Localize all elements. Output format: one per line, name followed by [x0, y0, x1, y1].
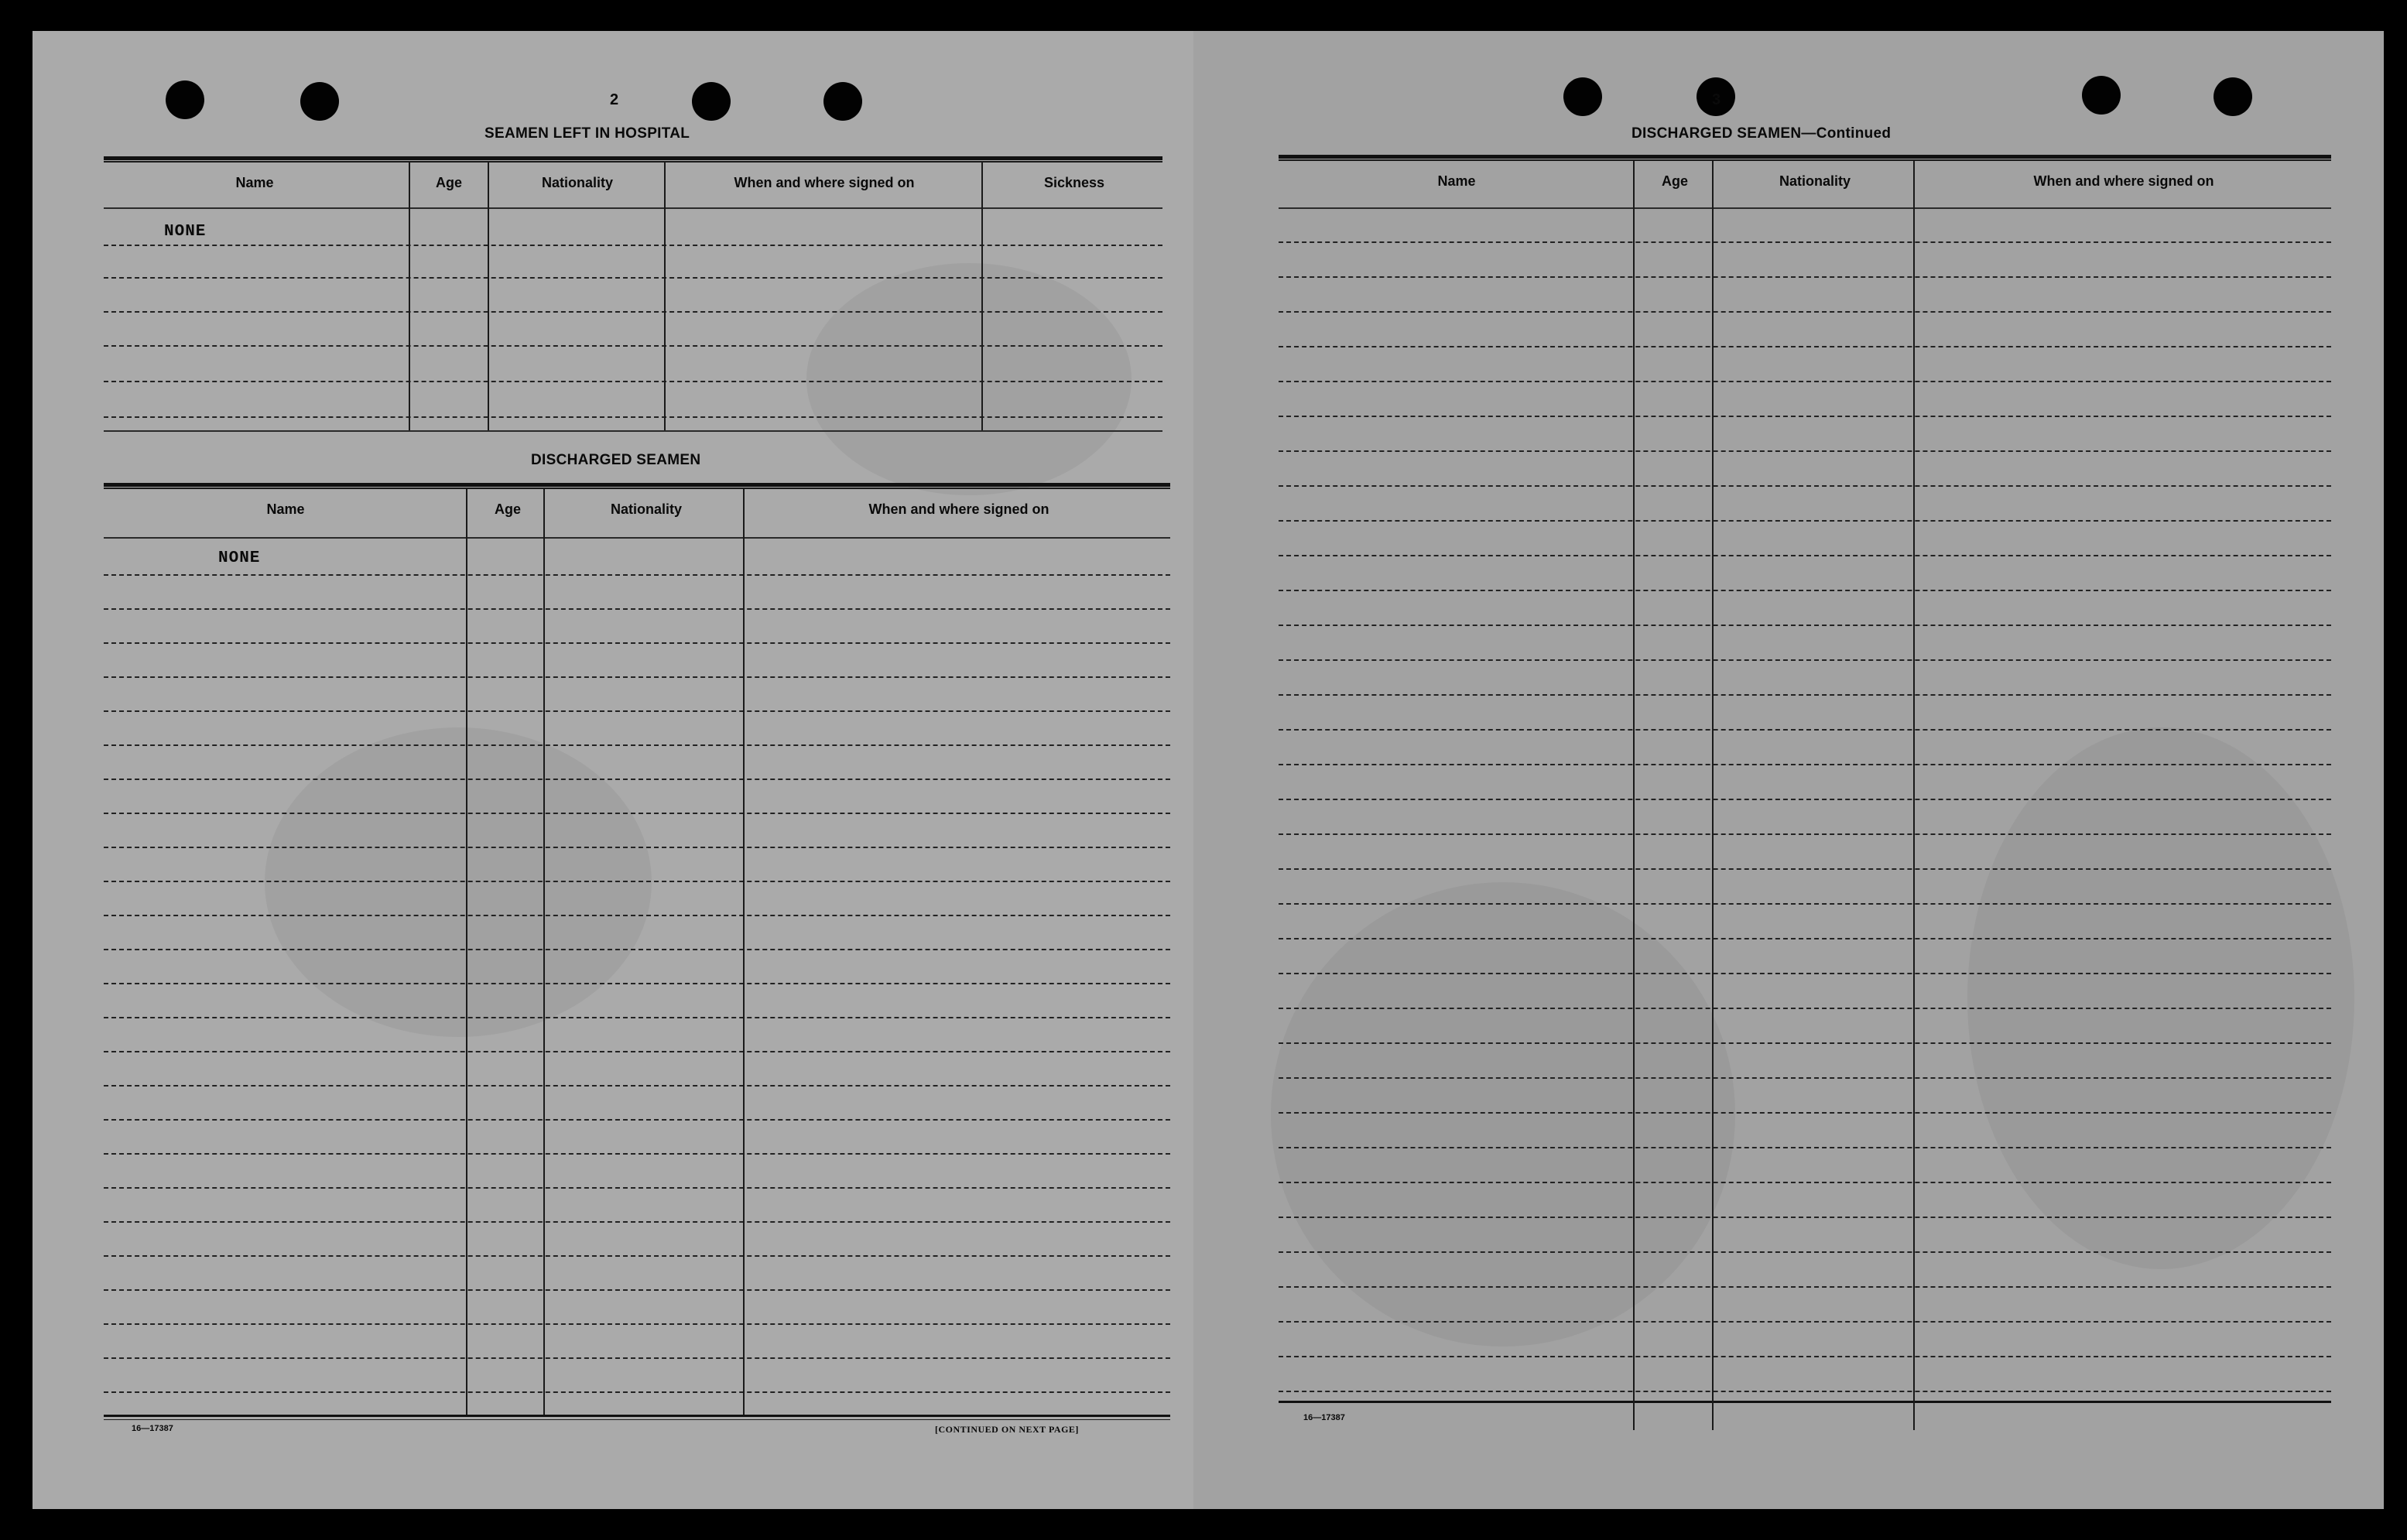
table-row	[1279, 1112, 2331, 1114]
punch-hole	[2082, 76, 2121, 115]
column-header-nationality: Nationality	[1779, 173, 1851, 189]
table-row	[104, 983, 1170, 984]
table-row	[104, 311, 1162, 313]
table-row	[1279, 1182, 2331, 1183]
table-row	[104, 949, 1170, 950]
table-bottom-rule	[104, 1415, 1170, 1417]
table-row	[1279, 241, 2331, 243]
table-row	[1279, 311, 2331, 313]
section-rule	[104, 161, 1162, 163]
punch-hole	[2214, 77, 2252, 116]
punch-hole	[166, 80, 204, 119]
table-row	[104, 1357, 1170, 1359]
column-divider	[1712, 161, 1714, 1430]
table-row	[104, 1323, 1170, 1325]
column-header-name: Name	[235, 175, 274, 190]
table-row	[1279, 625, 2331, 626]
punch-hole	[300, 82, 339, 121]
table-row	[104, 915, 1170, 916]
punch-hole	[692, 82, 731, 121]
table-bottom-rule	[104, 1419, 1170, 1420]
table-row	[1279, 903, 2331, 905]
table-row	[104, 881, 1170, 882]
left-page	[33, 31, 1193, 1509]
table-row	[104, 1289, 1170, 1291]
column-divider	[488, 163, 489, 430]
table-row	[104, 813, 1170, 814]
section-rule	[1279, 155, 2331, 159]
hospital-entry-none: NONE	[164, 223, 207, 241]
column-divider	[743, 489, 745, 1415]
table-row	[104, 608, 1170, 610]
table-bottom-rule	[104, 430, 1162, 432]
table-row	[1279, 450, 2331, 452]
form-code: 16—17387	[1303, 1413, 1345, 1422]
column-divider	[1913, 161, 1915, 1430]
table-row	[1279, 485, 2331, 487]
header-underline	[1279, 207, 2331, 209]
table-row	[104, 1017, 1170, 1018]
column-header-age: Age	[1661, 173, 1688, 189]
table-row	[104, 245, 1162, 246]
discharged-entry-none: NONE	[218, 549, 261, 567]
table-row	[1279, 659, 2331, 661]
column-header-nationality: Nationality	[541, 175, 613, 190]
column-divider	[981, 163, 983, 430]
punch-hole	[1563, 77, 1602, 116]
table-row	[1279, 973, 2331, 974]
table-row	[104, 1221, 1170, 1223]
table-row	[104, 744, 1170, 746]
table-row	[1279, 555, 2331, 556]
table-row	[104, 574, 1170, 576]
section-rule	[104, 156, 1162, 160]
table-row	[1279, 1077, 2331, 1079]
column-header-age: Age	[494, 501, 521, 517]
header-underline	[104, 207, 1162, 209]
section-rule	[1279, 159, 2331, 161]
column-header-name: Name	[266, 501, 305, 517]
column-header-age: Age	[435, 175, 462, 190]
table-row	[1279, 520, 2331, 522]
table-row	[104, 381, 1162, 382]
column-header-nationality: Nationality	[610, 501, 682, 517]
table-row	[1279, 346, 2331, 347]
table-row	[1279, 590, 2331, 591]
table-row	[104, 416, 1162, 418]
table-row	[104, 1085, 1170, 1087]
table-row	[1279, 416, 2331, 417]
table-row	[1279, 1356, 2331, 1357]
table-row	[104, 1051, 1170, 1052]
right-page	[1193, 31, 2384, 1509]
table-row	[1279, 833, 2331, 835]
page-number: 3	[1712, 91, 1721, 108]
column-header-sickness: Sickness	[1043, 175, 1105, 190]
table-row	[104, 710, 1170, 712]
table-row	[104, 1153, 1170, 1155]
punch-hole	[823, 82, 862, 121]
table-row	[1279, 729, 2331, 731]
table-row	[1279, 381, 2331, 382]
table-row	[104, 1255, 1170, 1257]
table-row	[104, 277, 1162, 279]
table-row	[1279, 1042, 2331, 1044]
page-number: 2	[610, 91, 619, 108]
table-row	[1279, 1217, 2331, 1218]
column-divider	[466, 489, 467, 1415]
column-divider	[1633, 161, 1635, 1430]
table-row	[104, 779, 1170, 780]
table-row	[104, 642, 1170, 644]
table-row	[104, 847, 1170, 848]
table-bottom-rule	[1279, 1401, 2331, 1403]
table-row	[1279, 764, 2331, 765]
table-row	[104, 1187, 1170, 1189]
column-header-signed-on: When and where signed on	[868, 501, 1049, 517]
column-header-signed-on: When and where signed on	[2033, 173, 2214, 189]
table-row	[104, 1391, 1170, 1393]
table-row	[1279, 1286, 2331, 1288]
column-divider	[409, 163, 410, 430]
column-header-signed-on: When and where signed on	[734, 175, 915, 190]
header-underline	[104, 537, 1170, 539]
table-row	[1279, 1008, 2331, 1009]
table-row	[1279, 694, 2331, 696]
table-row	[104, 676, 1170, 678]
discharged-section-title: DISCHARGED SEAMEN	[531, 452, 701, 468]
section-rule	[104, 483, 1170, 487]
column-divider	[543, 489, 545, 1415]
continued-note: [CONTINUED ON NEXT PAGE]	[935, 1424, 1079, 1435]
table-row	[104, 345, 1162, 347]
table-row	[104, 1119, 1170, 1121]
hospital-section-title: SEAMEN LEFT IN HOSPITAL	[484, 125, 690, 142]
table-row	[1279, 1147, 2331, 1148]
discharged-continued-title: DISCHARGED SEAMEN—Continued	[1631, 125, 1892, 142]
section-rule	[104, 488, 1170, 489]
column-header-name: Name	[1437, 173, 1476, 189]
table-row	[1279, 799, 2331, 800]
table-row	[1279, 1321, 2331, 1323]
table-row	[1279, 1391, 2331, 1392]
table-row	[1279, 276, 2331, 278]
table-row	[1279, 938, 2331, 939]
column-divider	[664, 163, 666, 430]
table-row	[1279, 1251, 2331, 1253]
table-row	[1279, 868, 2331, 870]
form-code: 16—17387	[132, 1424, 173, 1433]
